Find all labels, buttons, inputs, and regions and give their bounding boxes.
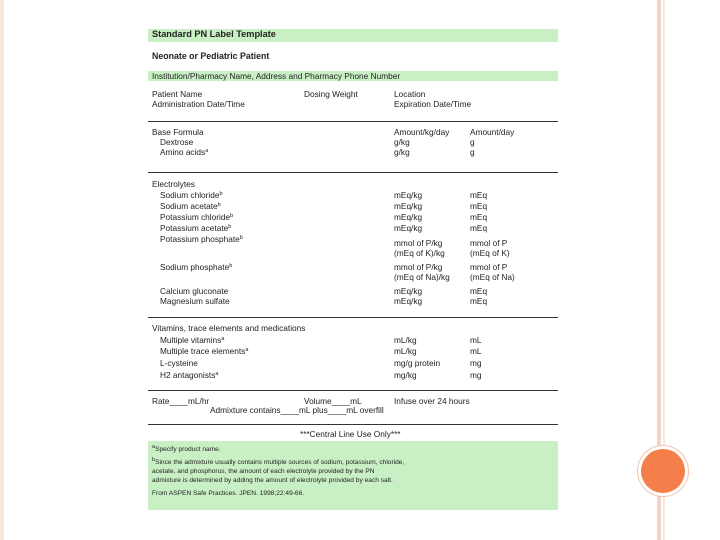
electrolyte-name: Sodium chloride$^b$ [160, 190, 223, 200]
base-row-per-kg: g/kg [394, 137, 410, 147]
admixture-field: Admixture contains____mL plus____mL overfill [210, 405, 384, 415]
infuse-field: Infuse over 24 hours [394, 396, 470, 406]
vitamin-per-kg: mg/kg [394, 370, 417, 380]
electrolyte-name: Potassium acetate$^b$ [160, 223, 232, 233]
electrolyte-name: Sodium acetate$^b$ [160, 201, 221, 211]
vitamin-per-kg: mg/g protein [394, 358, 441, 368]
vitamin-name: Multiple vitamins$^a$ [160, 335, 225, 345]
patient-name: Patient Name [152, 89, 203, 99]
electrolyte-per-kg: mEq/kg [394, 212, 423, 222]
vitamin-per-day: mL [470, 335, 482, 345]
footnote-a: $^a$Specify product name. [152, 444, 221, 453]
electrolyte-per-day: mmol of P [470, 238, 508, 248]
electrolyte-per-kg: mEq/kg [394, 286, 423, 296]
source-citation: From ASPEN Safe Practices. JPEN. 1998;22:49-66. [152, 490, 305, 497]
electrolyte-per-day: mEq [470, 223, 488, 233]
central-line-notice: ***Central Line Use Only*** [300, 429, 401, 439]
expiration-date: Expiration Date/Time [394, 99, 472, 109]
electrolyte-name: Potassium phosphate$^b$ [160, 234, 243, 244]
electrolyte-per-day-secondary: (mEq of Na) [470, 272, 515, 282]
divider [148, 424, 558, 425]
divider [148, 317, 558, 318]
electrolyte-per-day-secondary: (mEq of K) [470, 248, 510, 258]
vitamin-per-kg: mL/kg [394, 335, 417, 345]
vitamins-header: Vitamins, trace elements and medications [152, 323, 306, 333]
base-row-per-day: g [470, 147, 475, 157]
electrolyte-name: Calcium gluconate [160, 286, 229, 296]
electrolyte-name: Sodium phosphate$^b$ [160, 262, 233, 272]
amount-kg-header: Amount/kg/day [394, 127, 450, 137]
vitamin-per-day: mg [470, 358, 482, 368]
vitamin-name: Multiple trace elements$^a$ [160, 346, 249, 356]
vitamin-per-day: mL [470, 346, 482, 356]
electrolyte-name: Potassium chloride$^b$ [160, 212, 234, 222]
electrolyte-per-kg: mmol of P/kg [394, 238, 443, 248]
electrolyte-name: Magnesium sulfate [160, 296, 230, 306]
divider [148, 172, 558, 173]
vitamin-per-kg: mL/kg [394, 346, 417, 356]
electrolyte-per-day: mEq [470, 190, 488, 200]
electrolyte-per-kg-secondary: (mEq of Na)/kg [394, 272, 450, 282]
electrolyte-per-kg-secondary: (mEq of K)/kg [394, 248, 445, 258]
pn-label-document [148, 29, 558, 510]
base-formula-header: Base Formula [152, 127, 204, 137]
electrolyte-per-kg: mEq/kg [394, 190, 423, 200]
base-row-name: Amino acids$^a$ [160, 147, 209, 157]
vitamin-name: L-cysteine [160, 358, 198, 368]
electrolytes-header: Electrolytes [152, 179, 195, 189]
electrolyte-per-kg: mEq/kg [394, 296, 423, 306]
electrolyte-per-kg: mmol of P/kg [394, 262, 443, 272]
vitamin-name: H2 antagonists$^a$ [160, 370, 219, 380]
electrolyte-per-day: mEq [470, 296, 488, 306]
slide-left-border [0, 0, 4, 540]
volume-field: Volume____mL [304, 396, 362, 406]
electrolyte-per-day: mmol of P [470, 262, 508, 272]
administration-date: Administration Date/Time [152, 99, 245, 109]
electrolyte-per-day: mEq [470, 212, 488, 222]
base-row-per-day: g [470, 137, 475, 147]
institution-line: Institution/Pharmacy Name, Address and Pharmacy Phone Number [152, 71, 401, 81]
location: Location [394, 89, 426, 99]
footnote-b-line-1: $^b$Since the admixture usually contains multiple sources of sodium, potassium, chloride, [152, 457, 405, 466]
base-row-per-kg: g/kg [394, 147, 410, 157]
electrolyte-per-day: mEq [470, 286, 488, 296]
electrolyte-per-kg: mEq/kg [394, 223, 423, 233]
label-subtitle: Neonate or Pediatric Patient [152, 51, 270, 61]
electrolyte-per-day: mEq [470, 201, 488, 211]
rate-field: Rate____mL/hr [152, 396, 210, 406]
divider [148, 121, 558, 122]
footnote-b-line-3: admixture is determined by adding the amount of electrolyte provided by each salt. [152, 477, 393, 484]
electrolyte-per-kg: mEq/kg [394, 201, 423, 211]
dosing-weight: Dosing Weight [304, 89, 358, 99]
label-title: Standard PN Label Template [152, 29, 276, 39]
divider [148, 390, 558, 391]
slide-accent-circle [641, 449, 685, 493]
vitamin-per-day: mg [470, 370, 482, 380]
base-row-name: Dextrose [160, 137, 194, 147]
amount-day-header: Amount/day [470, 127, 515, 137]
footnote-b-line-2: acetate, and phosphorus, the amount of each electrolyte provided by the PN [152, 468, 375, 475]
